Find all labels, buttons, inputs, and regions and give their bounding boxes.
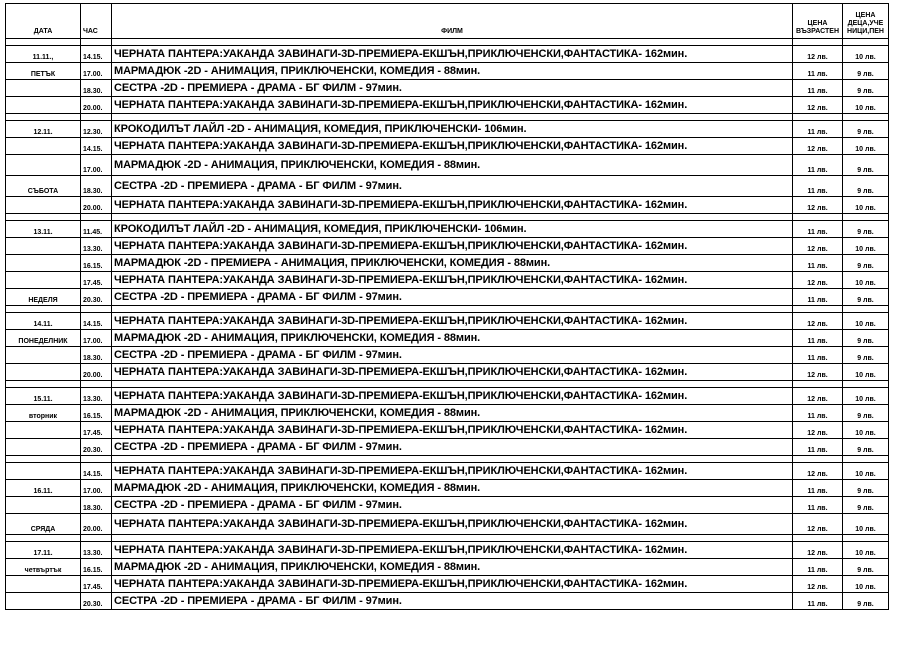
price-kids: 9 лв. xyxy=(843,176,889,197)
time-cell: 17.00. xyxy=(81,155,112,176)
price-kids: 9 лв. xyxy=(843,497,889,514)
date-empty-cell xyxy=(6,255,81,272)
spacer-cell xyxy=(793,535,843,542)
time-cell: 20.00. xyxy=(81,514,112,535)
screening-row xyxy=(6,542,889,559)
price-adult: 12 лв. xyxy=(793,238,843,255)
price-adult: 11 лв. xyxy=(793,121,843,138)
schedule-table xyxy=(5,3,889,610)
price-adult: 11 лв. xyxy=(793,593,843,610)
spacer-cell xyxy=(843,456,889,463)
date-cell: 11.11., xyxy=(6,46,81,63)
time-cell: 18.30. xyxy=(81,497,112,514)
price-adult: 12 лв. xyxy=(793,388,843,405)
price-adult: 12 лв. xyxy=(793,138,843,155)
spacer-cell xyxy=(6,535,81,542)
film-title: ЧЕРНАТА ПАНТЕРА:УАКАНДА ЗАВИНАГИ-3D-ПРЕМИЕРА-ЕКШЪН,ПРИКЛЮЧЕНСКИ,ФАНТАСТИКА- 162мин. xyxy=(112,238,793,255)
price-adult: 12 лв. xyxy=(793,364,843,381)
price-adult: 12 лв. xyxy=(793,97,843,114)
price-kids: 9 лв. xyxy=(843,221,889,238)
spacer-row xyxy=(6,306,889,313)
price-kids: 9 лв. xyxy=(843,80,889,97)
spacer-row xyxy=(6,456,889,463)
film-title: МАРМАДЮК -2D - АНИМАЦИЯ, ПРИКЛЮЧЕНСКИ, КОМЕДИЯ - 88мин. xyxy=(112,155,793,176)
spacer-row xyxy=(6,214,889,221)
price-kids: 10 лв. xyxy=(843,97,889,114)
price-adult: 11 лв. xyxy=(793,221,843,238)
date-empty-cell xyxy=(6,197,81,214)
price-adult: 12 лв. xyxy=(793,463,843,480)
price-adult: 11 лв. xyxy=(793,497,843,514)
screening-row xyxy=(6,155,889,176)
screening-row xyxy=(6,313,889,330)
time-cell: 14.15. xyxy=(81,463,112,480)
screening-row xyxy=(6,46,889,63)
film-title: СЕСТРА -2D - ПРЕМИЕРА - ДРАМА - БГ ФИЛМ - 97мин. xyxy=(112,439,793,456)
spacer-cell xyxy=(81,214,112,221)
time-cell: 20.30. xyxy=(81,593,112,610)
spacer-cell xyxy=(6,39,81,46)
time-cell: 18.30. xyxy=(81,347,112,364)
date-cell: 12.11. xyxy=(6,121,81,138)
price-kids: 10 лв. xyxy=(843,514,889,535)
date-empty-cell xyxy=(6,593,81,610)
film-title: ЧЕРНАТА ПАНТЕРА:УАКАНДА ЗАВИНАГИ-3D-ПРЕМИЕРА-ЕКШЪН,ПРИКЛЮЧЕНСКИ,ФАНТАСТИКА- 162мин. xyxy=(112,422,793,439)
price-adult: 11 лв. xyxy=(793,559,843,576)
film-title: ЧЕРНАТА ПАНТЕРА:УАКАНДА ЗАВИНАГИ-3D-ПРЕМИЕРА-ЕКШЪН,ПРИКЛЮЧЕНСКИ,ФАНТАСТИКА- 162мин. xyxy=(112,542,793,559)
time-cell: 13.30. xyxy=(81,542,112,559)
film-title: СЕСТРА -2D - ПРЕМИЕРА - ДРАМА - БГ ФИЛМ - 97мин. xyxy=(112,497,793,514)
film-title: МАРМАДЮК -2D - ПРЕМИЕРА - АНИМАЦИЯ, ПРИКЛЮЧЕНСКИ, КОМЕДИЯ - 88мин. xyxy=(112,255,793,272)
date-empty-cell xyxy=(6,272,81,289)
date-empty-cell xyxy=(6,80,81,97)
time-cell: 13.30. xyxy=(81,388,112,405)
spacer-cell xyxy=(793,456,843,463)
price-kids: 9 лв. xyxy=(843,121,889,138)
price-kids: 9 лв. xyxy=(843,255,889,272)
price-kids: 9 лв. xyxy=(843,559,889,576)
weekday-cell: четвъртък xyxy=(6,559,81,576)
screening-row xyxy=(6,593,889,610)
screening-row xyxy=(6,176,889,197)
spacer-cell xyxy=(6,114,81,121)
price-kids: 10 лв. xyxy=(843,576,889,593)
time-cell: 17.00. xyxy=(81,63,112,80)
spacer-cell xyxy=(81,535,112,542)
spacer-cell xyxy=(112,39,793,46)
screening-row xyxy=(6,197,889,214)
spacer-cell xyxy=(81,39,112,46)
header-price-kids: ЦЕНА ДЕЦА,УЧЕ НИЦИ,ПЕН xyxy=(843,4,889,39)
spacer-cell xyxy=(843,39,889,46)
spacer-cell xyxy=(112,456,793,463)
film-title: ЧЕРНАТА ПАНТЕРА:УАКАНДА ЗАВИНАГИ-3D-ПРЕМИЕРА-ЕКШЪН,ПРИКЛЮЧЕНСКИ,ФАНТАСТИКА- 162мин. xyxy=(112,514,793,535)
price-kids: 10 лв. xyxy=(843,313,889,330)
time-cell: 20.30. xyxy=(81,439,112,456)
date-empty-cell xyxy=(6,97,81,114)
spacer-cell xyxy=(112,306,793,313)
spacer-cell xyxy=(843,306,889,313)
weekday-cell: ПЕТЪК xyxy=(6,63,81,80)
spacer-row xyxy=(6,381,889,388)
film-title: ЧЕРНАТА ПАНТЕРА:УАКАНДА ЗАВИНАГИ-3D-ПРЕМИЕРА-ЕКШЪН,ПРИКЛЮЧЕНСКИ,ФАНТАСТИКА- 162мин. xyxy=(112,463,793,480)
spacer-row xyxy=(6,114,889,121)
price-kids: 10 лв. xyxy=(843,272,889,289)
screening-row xyxy=(6,272,889,289)
date-empty-cell xyxy=(6,439,81,456)
screening-row xyxy=(6,405,889,422)
price-adult: 11 лв. xyxy=(793,255,843,272)
price-adult: 12 лв. xyxy=(793,272,843,289)
screening-row xyxy=(6,138,889,155)
film-title: ЧЕРНАТА ПАНТЕРА:УАКАНДА ЗАВИНАГИ-3D-ПРЕМИЕРА-ЕКШЪН,ПРИКЛЮЧЕНСКИ,ФАНТАСТИКА- 162мин. xyxy=(112,364,793,381)
spacer-cell xyxy=(81,114,112,121)
price-kids: 10 лв. xyxy=(843,238,889,255)
screening-row xyxy=(6,347,889,364)
time-cell: 11.45. xyxy=(81,221,112,238)
price-kids: 10 лв. xyxy=(843,542,889,559)
header-price-adult: ЦЕНА ВЪЗРАСТЕН xyxy=(793,4,843,39)
spacer-cell xyxy=(843,381,889,388)
film-title: СЕСТРА -2D - ПРЕМИЕРА - ДРАМА - БГ ФИЛМ - 97мин. xyxy=(112,347,793,364)
spacer-cell xyxy=(843,535,889,542)
spacer-cell xyxy=(6,306,81,313)
film-title: ЧЕРНАТА ПАНТЕРА:УАКАНДА ЗАВИНАГИ-3D-ПРЕМИЕРА-ЕКШЪН,ПРИКЛЮЧЕНСКИ,ФАНТАСТИКА- 162мин. xyxy=(112,138,793,155)
screening-row xyxy=(6,221,889,238)
time-cell: 17.00. xyxy=(81,330,112,347)
screening-row xyxy=(6,497,889,514)
price-adult: 12 лв. xyxy=(793,576,843,593)
price-kids: 10 лв. xyxy=(843,422,889,439)
time-cell: 17.45. xyxy=(81,422,112,439)
film-title: ЧЕРНАТА ПАНТЕРА:УАКАНДА ЗАВИНАГИ-3D-ПРЕМИЕРА-ЕКШЪН,ПРИКЛЮЧЕНСКИ,ФАНТАСТИКА- 162мин. xyxy=(112,313,793,330)
screening-row xyxy=(6,463,889,480)
price-adult: 12 лв. xyxy=(793,542,843,559)
film-title: МАРМАДЮК -2D - АНИМАЦИЯ, ПРИКЛЮЧЕНСКИ, КОМЕДИЯ - 88мин. xyxy=(112,63,793,80)
price-adult: 12 лв. xyxy=(793,313,843,330)
price-kids: 10 лв. xyxy=(843,138,889,155)
price-kids: 9 лв. xyxy=(843,155,889,176)
date-empty-cell xyxy=(6,463,81,480)
price-kids: 9 лв. xyxy=(843,480,889,497)
price-kids: 9 лв. xyxy=(843,347,889,364)
price-adult: 11 лв. xyxy=(793,405,843,422)
time-cell: 20.30. xyxy=(81,289,112,306)
date-empty-cell xyxy=(6,364,81,381)
screening-row xyxy=(6,364,889,381)
spacer-cell xyxy=(112,114,793,121)
film-title: КРОКОДИЛЪТ ЛАЙЛ -2D - АНИМАЦИЯ, КОМЕДИЯ, ПРИКЛЮЧЕНСКИ- 106мин. xyxy=(112,221,793,238)
film-title: МАРМАДЮК -2D - АНИМАЦИЯ, ПРИКЛЮЧЕНСКИ, КОМЕДИЯ - 88мин. xyxy=(112,405,793,422)
time-cell: 13.30. xyxy=(81,238,112,255)
date-cell: 13.11. xyxy=(6,221,81,238)
screening-row xyxy=(6,422,889,439)
screening-row xyxy=(6,388,889,405)
price-adult: 11 лв. xyxy=(793,330,843,347)
screening-row xyxy=(6,238,889,255)
screening-row xyxy=(6,439,889,456)
date-empty-cell xyxy=(6,238,81,255)
header-date: ДАТА xyxy=(6,4,81,39)
time-cell: 20.00. xyxy=(81,97,112,114)
screening-row xyxy=(6,576,889,593)
price-adult: 12 лв. xyxy=(793,514,843,535)
date-empty-cell xyxy=(6,576,81,593)
film-title: МАРМАДЮК -2D - АНИМАЦИЯ, ПРИКЛЮЧЕНСКИ, КОМЕДИЯ - 88мин. xyxy=(112,559,793,576)
screening-row xyxy=(6,330,889,347)
film-title: КРОКОДИЛЪТ ЛАЙЛ -2D - АНИМАЦИЯ, КОМЕДИЯ, ПРИКЛЮЧЕНСКИ- 106мин. xyxy=(112,121,793,138)
film-title: СЕСТРА -2D - ПРЕМИЕРА - ДРАМА - БГ ФИЛМ - 97мин. xyxy=(112,593,793,610)
screening-row xyxy=(6,255,889,272)
date-empty-cell xyxy=(6,138,81,155)
price-kids: 10 лв. xyxy=(843,46,889,63)
price-kids: 10 лв. xyxy=(843,463,889,480)
price-adult: 11 лв. xyxy=(793,80,843,97)
spacer-row xyxy=(6,39,889,46)
spacer-cell xyxy=(112,214,793,221)
spacer-cell xyxy=(81,306,112,313)
date-cell: 17.11. xyxy=(6,542,81,559)
screening-row xyxy=(6,514,889,535)
price-kids: 9 лв. xyxy=(843,439,889,456)
film-title: СЕСТРА -2D - ПРЕМИЕРА - ДРАМА - БГ ФИЛМ - 97мин. xyxy=(112,289,793,306)
spacer-cell xyxy=(843,214,889,221)
screening-row xyxy=(6,121,889,138)
price-kids: 9 лв. xyxy=(843,330,889,347)
screening-row xyxy=(6,289,889,306)
time-cell: 16.15. xyxy=(81,405,112,422)
spacer-row xyxy=(6,535,889,542)
time-cell: 17.45. xyxy=(81,272,112,289)
price-adult: 11 лв. xyxy=(793,347,843,364)
date-cell: 15.11. xyxy=(6,388,81,405)
time-cell: 20.00. xyxy=(81,197,112,214)
spacer-cell xyxy=(6,381,81,388)
film-title: ЧЕРНАТА ПАНТЕРА:УАКАНДА ЗАВИНАГИ-3D-ПРЕМИЕРА-ЕКШЪН,ПРИКЛЮЧЕНСКИ,ФАНТАСТИКА- 162мин. xyxy=(112,97,793,114)
screening-row xyxy=(6,63,889,80)
spacer-cell xyxy=(112,535,793,542)
date-empty-cell xyxy=(6,497,81,514)
weekday-cell: вторник xyxy=(6,405,81,422)
price-adult: 11 лв. xyxy=(793,176,843,197)
price-adult: 12 лв. xyxy=(793,422,843,439)
spacer-cell xyxy=(81,381,112,388)
film-title: ЧЕРНАТА ПАНТЕРА:УАКАНДА ЗАВИНАГИ-3D-ПРЕМИЕРА-ЕКШЪН,ПРИКЛЮЧЕНСКИ,ФАНТАСТИКА- 162мин. xyxy=(112,576,793,593)
price-kids: 10 лв. xyxy=(843,197,889,214)
weekday-cell: НЕДЕЛЯ xyxy=(6,289,81,306)
header-film: ФИЛМ xyxy=(112,4,793,39)
spacer-cell xyxy=(793,114,843,121)
time-cell: 20.00. xyxy=(81,364,112,381)
screening-row xyxy=(6,480,889,497)
spacer-cell xyxy=(793,214,843,221)
film-title: ЧЕРНАТА ПАНТЕРА:УАКАНДА ЗАВИНАГИ-3D-ПРЕМИЕРА-ЕКШЪН,ПРИКЛЮЧЕНСКИ,ФАНТАСТИКА- 162мин. xyxy=(112,197,793,214)
date-empty-cell xyxy=(6,347,81,364)
date-empty-cell xyxy=(6,422,81,439)
screening-row xyxy=(6,97,889,114)
header-time: ЧАС xyxy=(81,4,112,39)
header-row xyxy=(6,4,889,39)
film-title: ЧЕРНАТА ПАНТЕРА:УАКАНДА ЗАВИНАГИ-3D-ПРЕМИЕРА-ЕКШЪН,ПРИКЛЮЧЕНСКИ,ФАНТАСТИКА- 162мин. xyxy=(112,272,793,289)
screening-row xyxy=(6,80,889,97)
price-kids: 9 лв. xyxy=(843,289,889,306)
time-cell: 14.15. xyxy=(81,46,112,63)
price-adult: 11 лв. xyxy=(793,63,843,80)
spacer-cell xyxy=(81,456,112,463)
price-kids: 9 лв. xyxy=(843,593,889,610)
date-cell: 14.11. xyxy=(6,313,81,330)
price-adult: 12 лв. xyxy=(793,46,843,63)
time-cell: 12.30. xyxy=(81,121,112,138)
spacer-cell xyxy=(793,39,843,46)
schedule-body xyxy=(6,39,889,610)
film-title: МАРМАДЮК -2D - АНИМАЦИЯ, ПРИКЛЮЧЕНСКИ, КОМЕДИЯ - 88мин. xyxy=(112,480,793,497)
spacer-cell xyxy=(6,214,81,221)
price-adult: 11 лв. xyxy=(793,155,843,176)
price-adult: 11 лв. xyxy=(793,480,843,497)
date-empty-cell xyxy=(6,155,81,176)
time-cell: 18.30. xyxy=(81,176,112,197)
film-title: МАРМАДЮК -2D - АНИМАЦИЯ, ПРИКЛЮЧЕНСКИ, КОМЕДИЯ - 88мин. xyxy=(112,330,793,347)
price-adult: 11 лв. xyxy=(793,289,843,306)
price-adult: 11 лв. xyxy=(793,439,843,456)
spacer-cell xyxy=(793,306,843,313)
time-cell: 14.15. xyxy=(81,138,112,155)
price-kids: 9 лв. xyxy=(843,405,889,422)
time-cell: 16.15. xyxy=(81,559,112,576)
spacer-cell xyxy=(6,456,81,463)
time-cell: 16.15. xyxy=(81,255,112,272)
screening-row xyxy=(6,559,889,576)
weekday-cell: СРЯДА xyxy=(6,514,81,535)
date-cell: 16.11. xyxy=(6,480,81,497)
price-adult: 12 лв. xyxy=(793,197,843,214)
time-cell: 14.15. xyxy=(81,313,112,330)
spacer-cell xyxy=(112,381,793,388)
film-title: ЧЕРНАТА ПАНТЕРА:УАКАНДА ЗАВИНАГИ-3D-ПРЕМИЕРА-ЕКШЪН,ПРИКЛЮЧЕНСКИ,ФАНТАСТИКА- 162мин. xyxy=(112,388,793,405)
price-kids: 10 лв. xyxy=(843,364,889,381)
spacer-cell xyxy=(843,114,889,121)
spacer-cell xyxy=(793,381,843,388)
price-kids: 9 лв. xyxy=(843,63,889,80)
time-cell: 17.45. xyxy=(81,576,112,593)
film-title: СЕСТРА -2D - ПРЕМИЕРА - ДРАМА - БГ ФИЛМ - 97мин. xyxy=(112,176,793,197)
weekday-cell: СЪБОТА xyxy=(6,176,81,197)
film-title: ЧЕРНАТА ПАНТЕРА:УАКАНДА ЗАВИНАГИ-3D-ПРЕМИЕРА-ЕКШЪН,ПРИКЛЮЧЕНСКИ,ФАНТАСТИКА- 162мин. xyxy=(112,46,793,63)
time-cell: 18.30. xyxy=(81,80,112,97)
weekday-cell: ПОНЕДЕЛНИК xyxy=(6,330,81,347)
time-cell: 17.00. xyxy=(81,480,112,497)
film-title: СЕСТРА -2D - ПРЕМИЕРА - ДРАМА - БГ ФИЛМ - 97мин. xyxy=(112,80,793,97)
price-kids: 10 лв. xyxy=(843,388,889,405)
